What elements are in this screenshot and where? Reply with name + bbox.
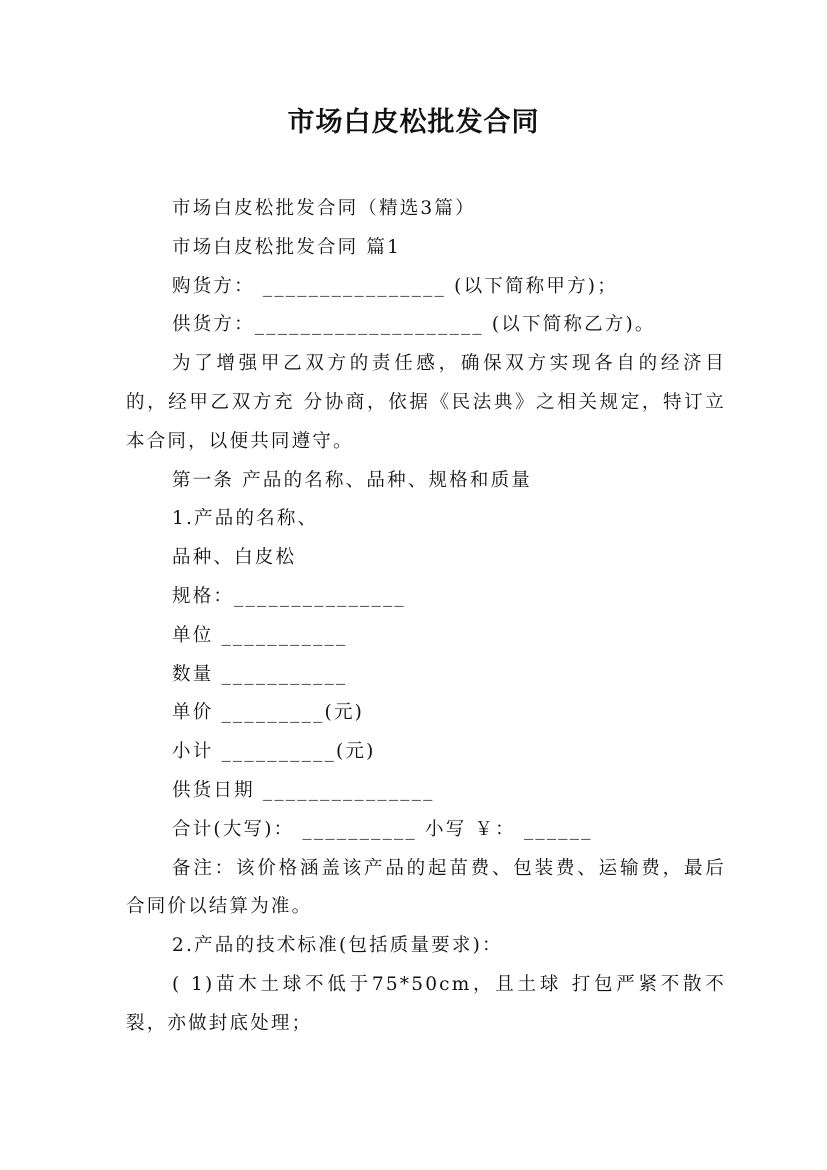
- paragraph-variety: 品种、白皮松: [172, 547, 297, 569]
- paragraph-product-name: 1.产品的名称、: [172, 508, 319, 530]
- document-title: 市场白皮松批发合同: [287, 107, 540, 138]
- paragraph-unit-price: 单价 _________(元): [172, 702, 365, 724]
- paragraph-subtitle: 市场白皮松批发合同（精选3篇）: [172, 198, 476, 219]
- paragraph-spec: 规格：_______________: [172, 585, 406, 607]
- paragraph-root-ball: ( 1)苗木土球不低于75*50cm，且土球 打包严紧不散不裂，亦做封底处理；: [126, 973, 726, 1034]
- paragraph-purpose: 为了增强甲乙双方的责任感，确保双方实现各自的经济目的，经甲乙双方充 分协商，依据《民法典》之相关规定，特订立本合同，以便共同遵守。: [126, 353, 726, 452]
- paragraph-subtotal: 小计 __________(元): [172, 741, 376, 763]
- paragraph-remark: 备注：该价格涵盖该产品的起苗费、包装费、运输费，最后合同价以结算为准。: [126, 857, 726, 918]
- paragraph-tech-standard: 2.产品的技术标准(包括质量要求)：: [172, 935, 503, 957]
- paragraph-section-heading: 市场白皮松批发合同 篇1: [172, 236, 402, 258]
- paragraph-buyer: 购货方： ________________ (以下简称甲方)；: [172, 275, 618, 297]
- paragraph-article-one: 第一条 产品的名称、品种、规格和质量: [172, 469, 532, 491]
- document-body: [126, 190, 726, 1044]
- paragraph-delivery-date: 供货日期 _______________: [172, 779, 435, 801]
- paragraph-total: 合计(大写)： __________ 小写 ￥： ______: [172, 818, 593, 840]
- paragraph-unit: 单位 ___________: [172, 624, 348, 646]
- paragraph-supplier: 供货方：____________________ (以下简称乙方)。: [172, 314, 656, 336]
- paragraph-quantity: 数量 ___________: [172, 663, 348, 685]
